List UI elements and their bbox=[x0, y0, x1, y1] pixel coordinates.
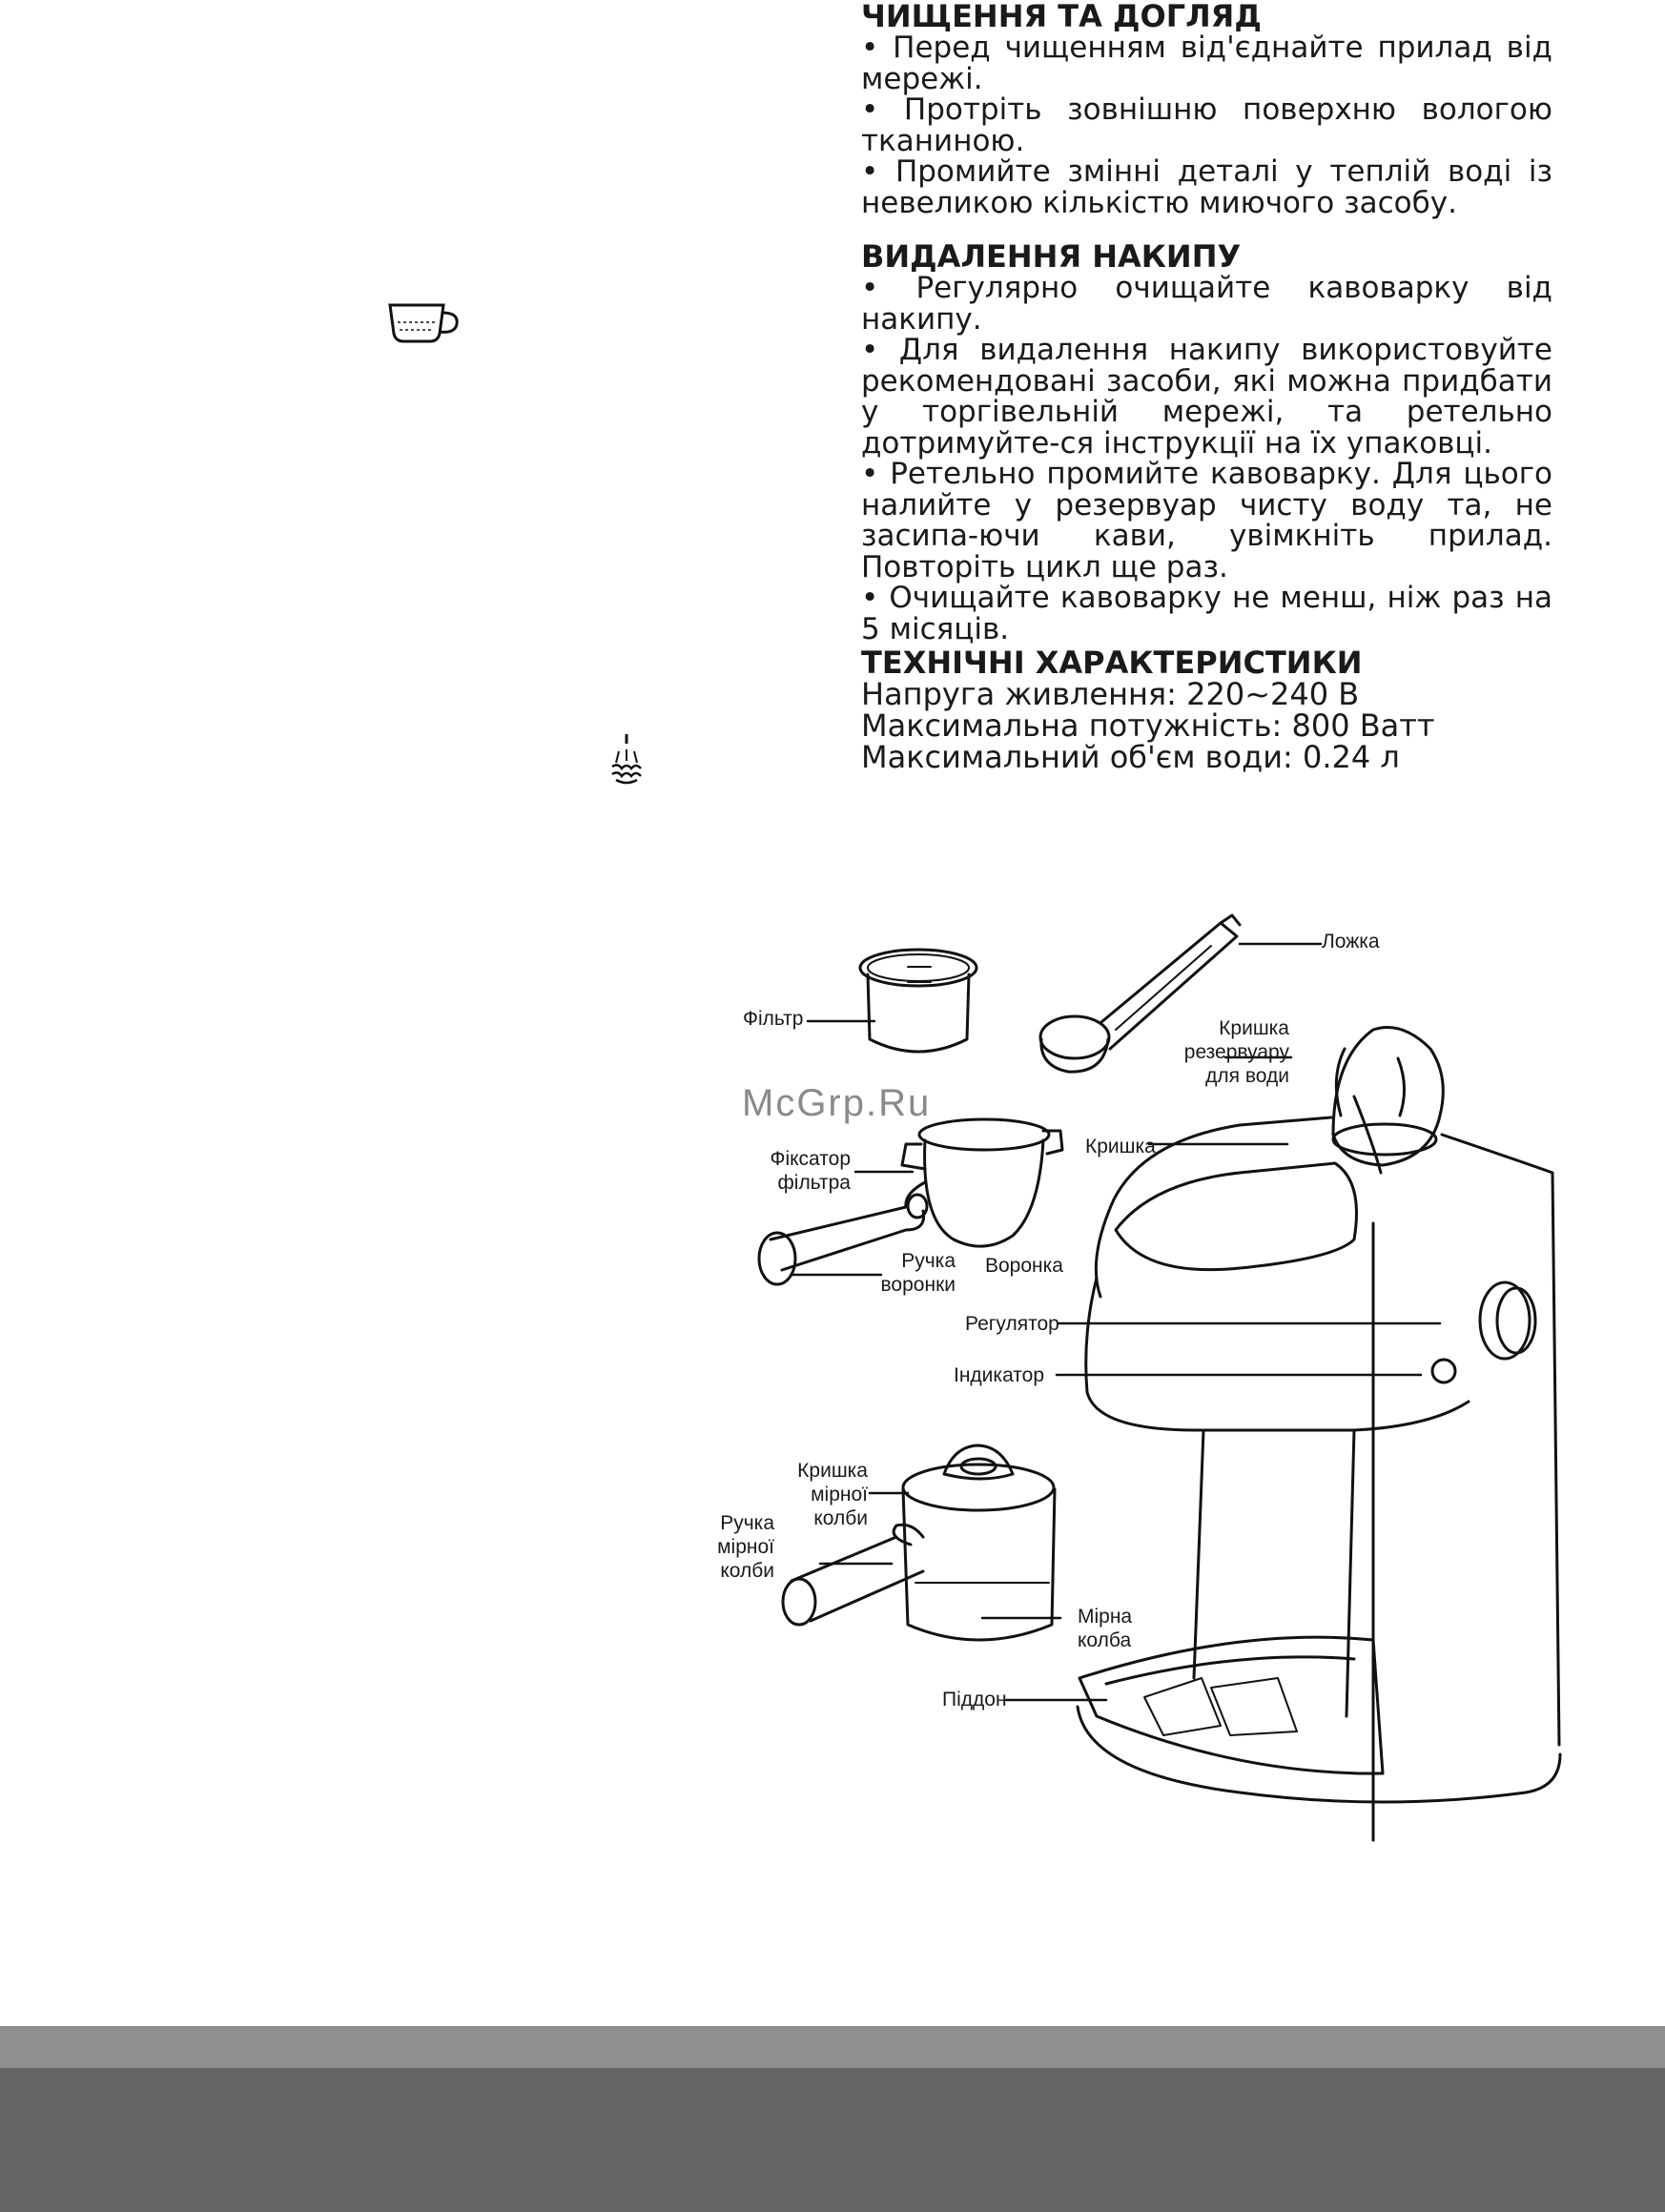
descaling-item: • Для видалення накипу використовуйте рекомендовані засоби, які можна придбати у торгівельній мережі, та ретельно дотримуйте-ся інструкції на їх упаковці. bbox=[861, 333, 1552, 461]
label-spoon: Ложка bbox=[1322, 931, 1380, 952]
label-jug: Мірна колба bbox=[1078, 1606, 1133, 1651]
label-lid: Кришка bbox=[1085, 1136, 1156, 1157]
cleaning-title: ЧИЩЕННЯ ТА ДОГЛЯД bbox=[861, 0, 1262, 34]
descaling-item: • Регулярно очищайте кавоварку від накипу. bbox=[861, 271, 1552, 337]
cleaning-item: • Перед чищенням від'єднайте прилад від мережі. bbox=[861, 31, 1552, 96]
label-tray: Піддон bbox=[942, 1689, 1007, 1710]
spec-volume: Максимальний об'єм води: 0.24 л bbox=[861, 739, 1400, 775]
label-tank-lid: Кришка резервуару для води bbox=[1183, 1017, 1289, 1087]
specs-title: ТЕХНІЧНІ ХАРАКТЕРИСТИКИ bbox=[861, 645, 1363, 681]
label-regulator: Регулятор bbox=[965, 1313, 1059, 1335]
descaling-item: • Очищайте кавоварку не менш, ніж раз на 5 місяців. bbox=[861, 581, 1552, 646]
label-indicator: Індикатор bbox=[954, 1364, 1045, 1386]
label-filter-lock: Фіксатор фільтра bbox=[770, 1148, 851, 1194]
watermark: McGrp.Ru bbox=[742, 1082, 932, 1124]
descaling-item: • Ретельно промийте кавоварку. Для цього налийте у резервуар чисту воду та, не засипа-ючи кави, увімкніть прилад. Повторіть цикл ще раз. bbox=[861, 457, 1552, 584]
filter-drawing bbox=[860, 950, 976, 1052]
label-funnel: Воронка bbox=[985, 1255, 1063, 1277]
label-jug-handle: Ручка мірної колби bbox=[717, 1512, 774, 1582]
footer-band-dark bbox=[0, 2068, 1665, 2212]
footer-band-light bbox=[0, 2026, 1665, 2068]
spec-power: Максимальна потужність: 800 Ватт bbox=[861, 707, 1435, 744]
label-jug-lid: Кришка мірної колби bbox=[797, 1460, 868, 1529]
cleaning-item: • Протріть зовнішню поверхню вологою тканиною. bbox=[861, 92, 1552, 158]
cleaning-item: • Промийте змінні деталі у теплій воді із невеликою кількістю миючого засобу. bbox=[861, 154, 1552, 220]
label-funnel-handle: Ручка воронки bbox=[880, 1250, 956, 1296]
spec-voltage: Напруга живлення: 220~240 В bbox=[861, 676, 1360, 712]
descaling-title: ВИДАЛЕННЯ НАКИПУ bbox=[861, 238, 1242, 275]
label-filter: Фільтр bbox=[743, 1008, 804, 1030]
